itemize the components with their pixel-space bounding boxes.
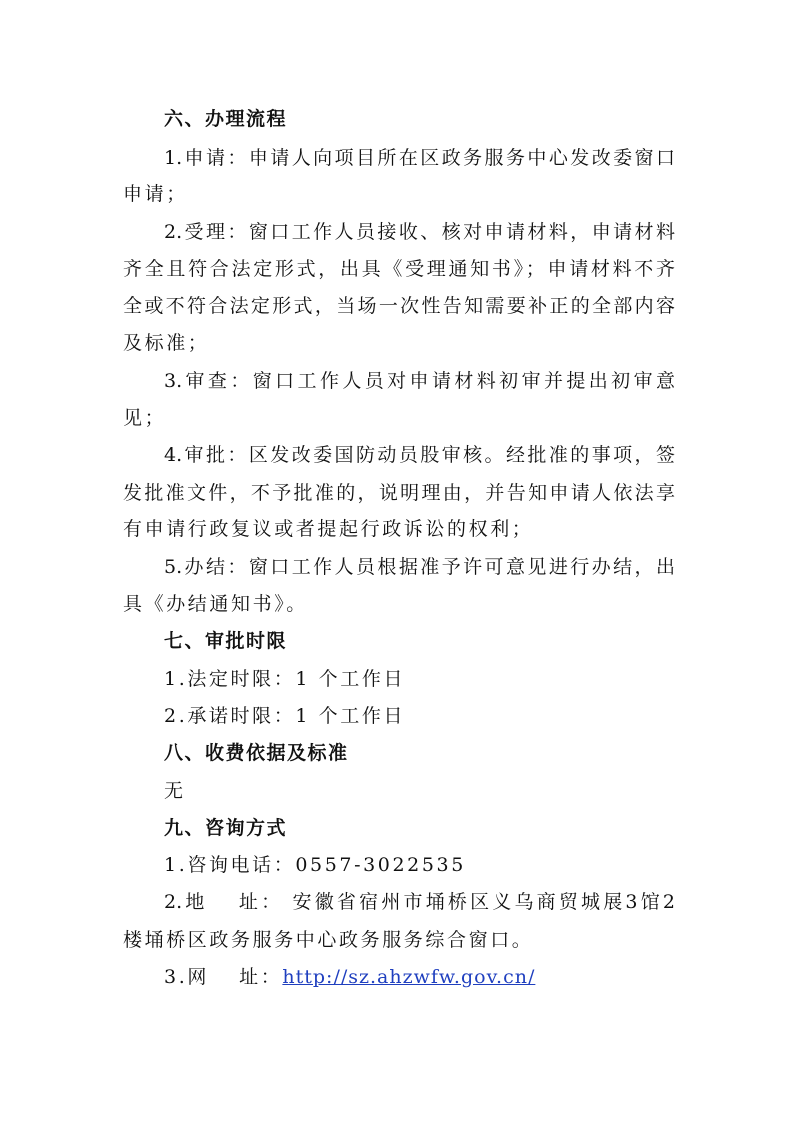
process-step-1-line-1: 1.申请：申请人向项目所在区政务服务中心发改委窗口 bbox=[164, 147, 675, 169]
process-step-4-line-2: 发批准文件，不予批准的，说明理由，并告知申请人依法享 bbox=[123, 482, 675, 504]
time-limit-promised: 2.承诺时限：1 个工作日 bbox=[164, 705, 406, 727]
section-heading-fees: 八、收费依据及标准 bbox=[164, 742, 349, 764]
contact-website bbox=[164, 964, 535, 990]
process-step-3-line-1: 3.审查：窗口工作人员对申请材料初审并提出初审意 bbox=[164, 370, 675, 392]
process-step-2-line-2: 齐全且符合法定形式，出具《受理通知书》；申请材料不齐 bbox=[123, 258, 675, 280]
contact-phone: 1.咨询电话：0557-3022535 bbox=[164, 854, 466, 876]
time-limit-statutory: 1.法定时限：1 个工作日 bbox=[164, 668, 406, 690]
process-step-2-line-4: 及标准； bbox=[123, 332, 210, 354]
contact-website-link[interactable]: http://sz.ahzwfw.gov.cn/ bbox=[282, 966, 536, 988]
process-step-2-line-1: 2.受理：窗口工作人员接收、核对申请材料，申请材料 bbox=[164, 221, 675, 243]
fees-content: 无 bbox=[164, 780, 186, 802]
process-step-1-line-2: 申请； bbox=[123, 183, 188, 205]
process-step-4-line-3: 有申请行政复议或者提起行政诉讼的权利； bbox=[123, 518, 534, 540]
section-heading-time-limit: 七、审批时限 bbox=[164, 630, 288, 652]
section-heading-process: 六、办理流程 bbox=[164, 108, 288, 130]
process-step-2-line-3: 全或不符合法定形式，当场一次性告知需要补正的全部内容 bbox=[123, 295, 675, 317]
section-heading-contact: 九、咨询方式 bbox=[164, 817, 288, 839]
process-step-5-line-2: 具《办结通知书》。 bbox=[123, 593, 308, 615]
process-step-4-line-1: 4.审批：区发改委国防动员股审核。经批准的事项，签 bbox=[164, 444, 675, 466]
process-step-5-line-1: 5.办结：窗口工作人员根据准予许可意见进行办结，出 bbox=[164, 556, 675, 578]
contact-website-label: 3.网 址： bbox=[164, 966, 283, 988]
contact-address-line-2: 楼埇桥区政务服务中心政务服务综合窗口。 bbox=[123, 929, 534, 951]
contact-address-line-1: 2.地 址： 安徽省宿州市埇桥区义乌商贸城展3馆2 bbox=[164, 891, 675, 913]
process-step-3-line-2: 见； bbox=[123, 407, 167, 429]
